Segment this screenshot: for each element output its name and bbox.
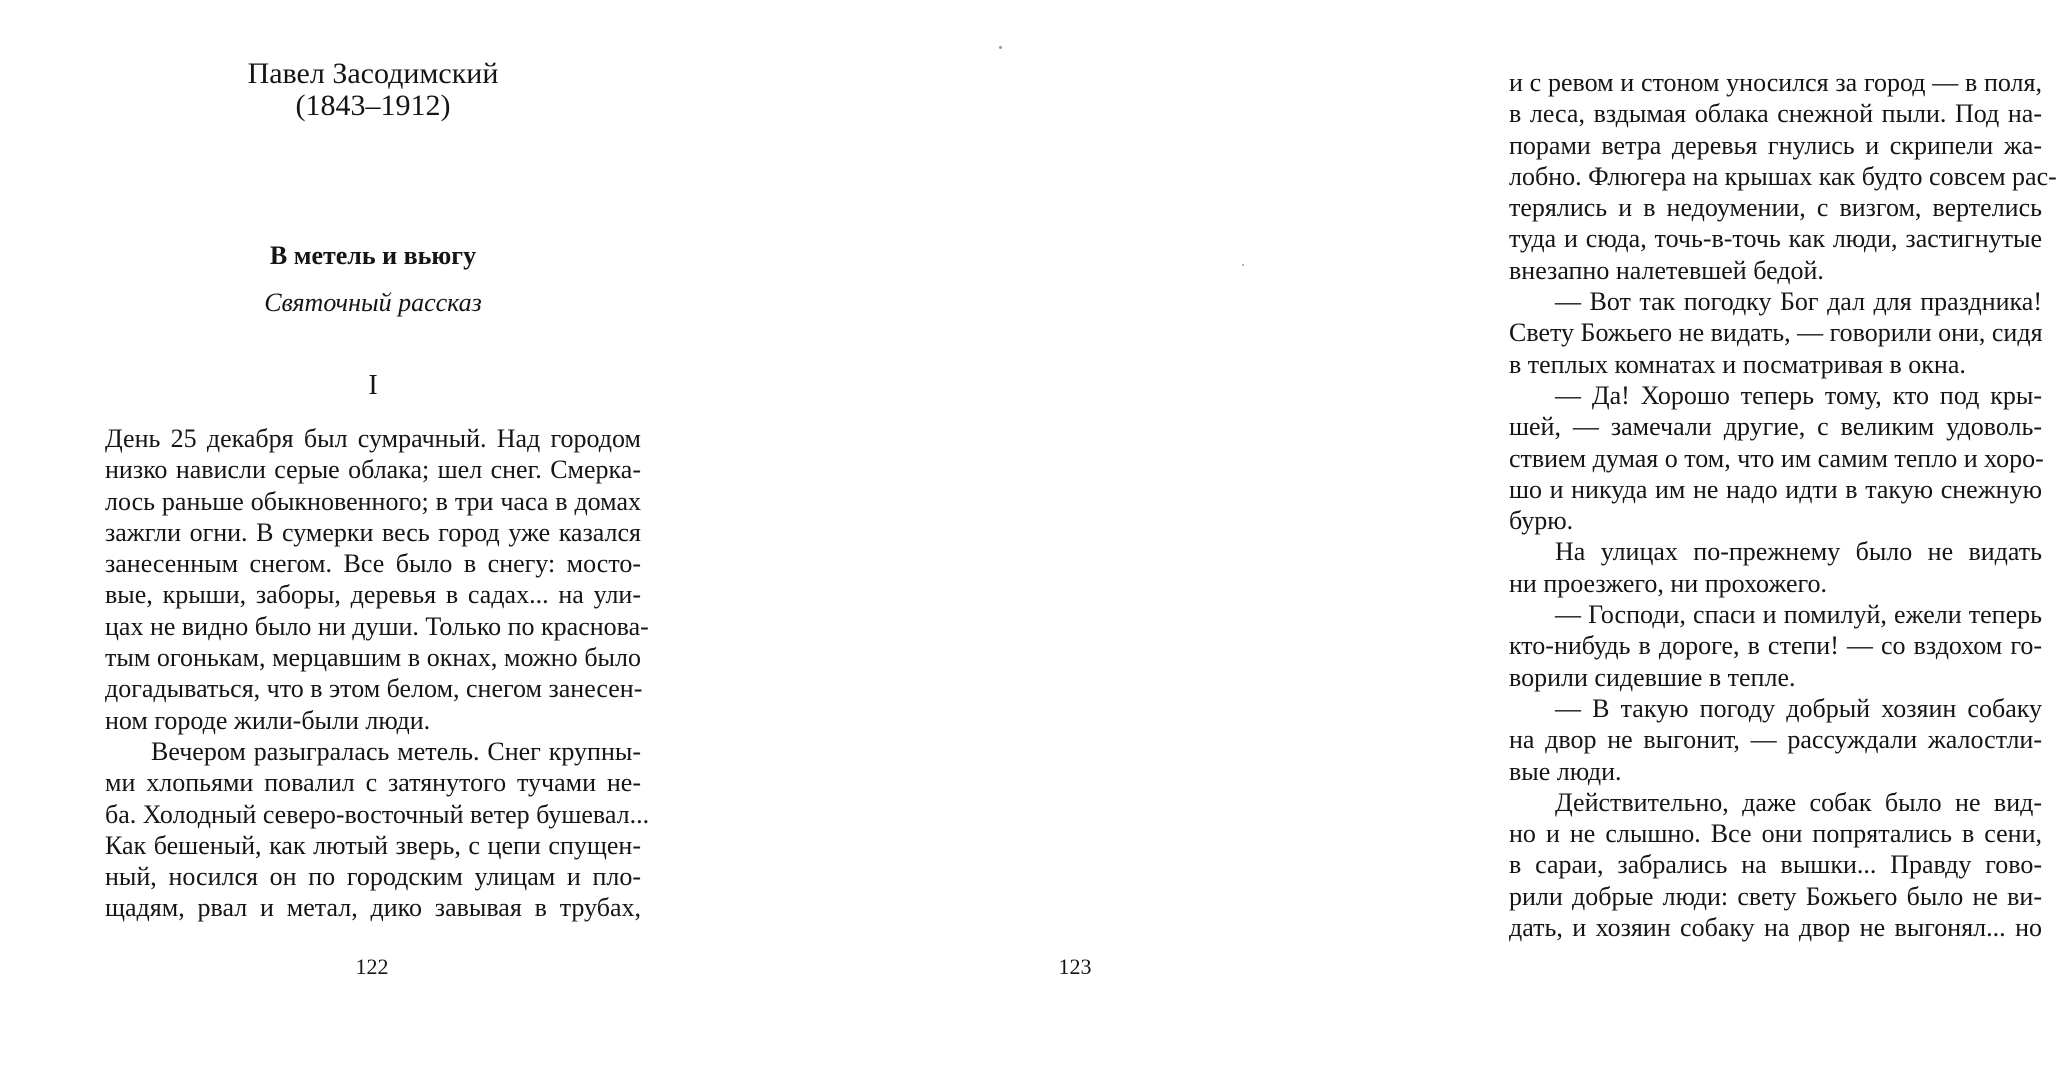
- text-line: ба. Холодный северо-восточный ветер бушевал...: [105, 799, 650, 829]
- text-line: туда и сюда, точь-в-точь как люди, застигнутые: [1509, 224, 2042, 254]
- text-line: и с ревом и стоном уносился за город — в поля,: [1509, 68, 2042, 97]
- text-line: Действительно, даже собак было не вид-: [1555, 787, 2042, 817]
- right-body-text: [1509, 67, 2057, 943]
- text-line: в теплых комнатах и посматривая в окна.: [1509, 349, 1966, 379]
- text-line: Вечером разыгралась метель. Снег крупны-: [151, 736, 641, 766]
- text-line: — Да! Хорошо теперь тому, кто под кры-: [1555, 380, 2042, 410]
- text-line: терялись и в недоумении, с визгом, вертелись: [1509, 193, 2042, 223]
- text-line: — Господи, спаси и помилуй, ежели теперь: [1555, 600, 2042, 630]
- text-line: тым огонькам, мерцавшим в окнах, можно было: [105, 643, 641, 673]
- left-body-text: [105, 423, 650, 924]
- paper-speck: [1242, 264, 1244, 266]
- text-line: догадываться, что в этом белом, снегом занесен-: [105, 674, 643, 704]
- text-line: порами ветра деревья гнулись и скрипели жа-: [1509, 130, 2042, 160]
- text-line: ном городе жили-были люди.: [105, 705, 431, 735]
- text-line: занесенным снегом. Все было в снегу: мосто-: [105, 549, 641, 579]
- text-line: — В такую погоду добрый хозяин собаку: [1555, 693, 2042, 723]
- text-line: ми хлопьями повалил с затянутого тучами не-: [105, 768, 641, 798]
- text-line: рили добрые люди: свету Божьего было не ви-: [1509, 881, 2042, 911]
- text-line: внезапно налетевшей бедой.: [1509, 255, 1824, 285]
- text-line: шо и никуда им не надо идти в такую снежную: [1509, 474, 2042, 504]
- page-number: 122: [355, 954, 389, 979]
- text-line: лось раньше обыкновенного; в три часа в домах: [105, 486, 641, 516]
- text-line: щадям, рвал и метал, дико завывая в трубах,: [105, 893, 641, 923]
- text-line: цах не видно было ни души. Только по краснова-: [105, 611, 649, 641]
- text-line: лобно. Флюгера на крышах как будто совсем рас-: [1509, 161, 2057, 191]
- text-line: дать, и хозяин собаку на двор не выгонял... но: [1509, 913, 2042, 943]
- author-years: (1843–1912): [295, 89, 451, 122]
- text-line: шей, — замечали другие, с великим удоволь-: [1509, 412, 2042, 442]
- text-line: низко нависли серые облака; шел снег. Смерка-: [105, 455, 641, 485]
- text-line: Свету Божьего не видать, — говорили они, сидя: [1509, 318, 2043, 348]
- page-number: 123: [1058, 954, 1092, 979]
- text-line: зажгли огни. В сумерки весь город уже казался: [105, 517, 641, 547]
- text-line: ный, носился он по городским улицам и пло-: [105, 862, 641, 892]
- paper-speck: [999, 46, 1002, 49]
- text-line: На улицах по-прежнему было не видать: [1555, 537, 2042, 567]
- story-subtitle: Святочный рассказ: [264, 288, 482, 317]
- text-line: День 25 декабря был сумрачный. Над городом: [105, 424, 641, 453]
- author-name: Павел Засодимский: [247, 57, 499, 90]
- text-line: ствием думая о том, что им самим тепло и хоро-: [1509, 443, 2044, 473]
- story-title: В метель и вьюгу: [269, 241, 477, 270]
- text-line: бурю.: [1509, 506, 1574, 536]
- chapter-number: I: [368, 370, 378, 401]
- left-page: [0, 0, 712, 1080]
- text-line: ворили сидевшие в тепле.: [1509, 662, 1796, 692]
- text-line: вые люди.: [1509, 756, 1622, 786]
- text-line: в леса, вздымая облака снежной пыли. Под на-: [1509, 99, 2042, 129]
- text-line: вые, крыши, заборы, деревья в садах... на ули-: [105, 580, 641, 610]
- text-line: в сараи, забрались на вышки... Правду гово-: [1509, 850, 2042, 880]
- right-page: [712, 0, 2057, 1080]
- text-line: но и не слышно. Все они попрятались в сени,: [1509, 819, 2042, 849]
- text-line: ни проезжего, ни прохожего.: [1509, 568, 1828, 598]
- text-line: на двор не выгонит, — рассуждали жалостли-: [1509, 725, 2042, 755]
- text-line: — Вот так погодку Бог дал для праздника!: [1555, 287, 2042, 317]
- text-line: Как бешеный, как лютый зверь, с цепи спущен-: [105, 830, 641, 860]
- text-line: кто-нибудь в дороге, в степи! — со вздохом го-: [1509, 631, 2042, 661]
